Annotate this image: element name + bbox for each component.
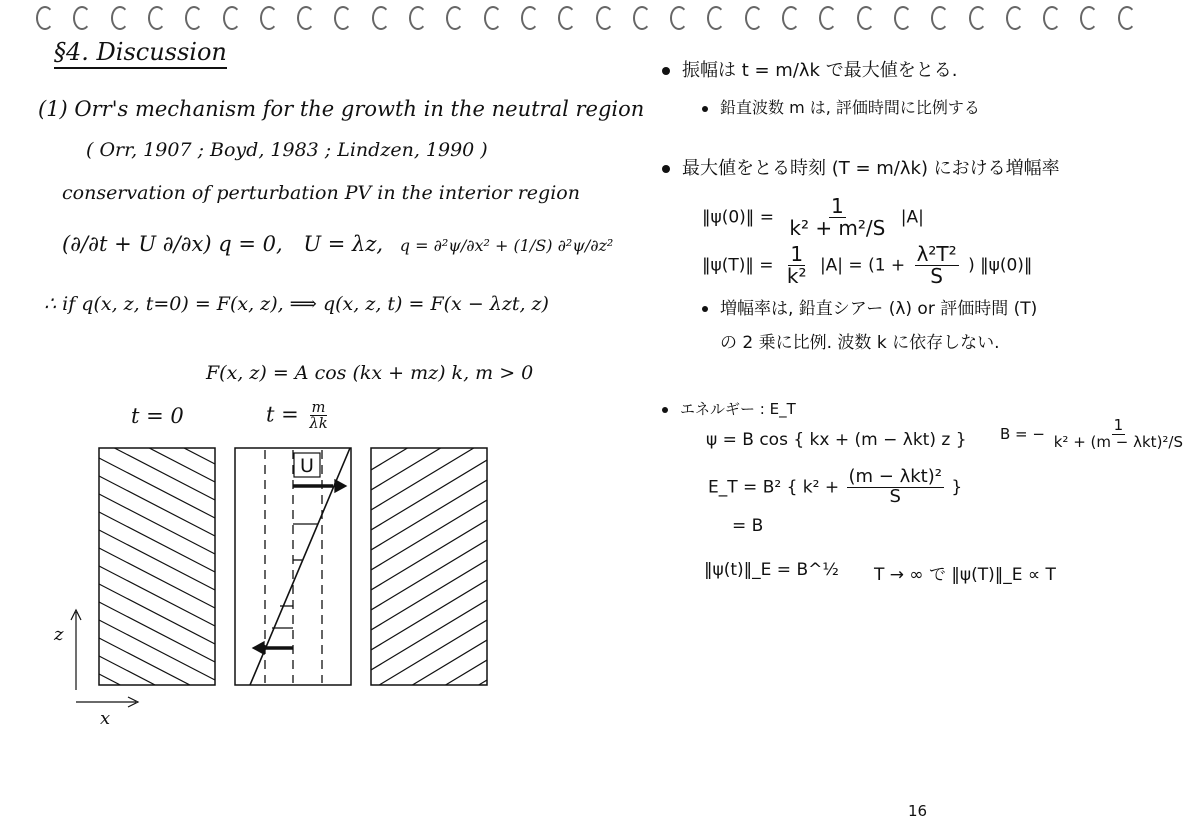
- panel-t-max-phase-lines: [371, 400, 487, 750]
- axis-x-label: x: [100, 708, 111, 729]
- binder-ring: [633, 6, 651, 30]
- binder-ring: [36, 6, 54, 30]
- eq-psiT-end: ) ‖ψ(0)‖: [968, 255, 1033, 276]
- eq-psi-def: ψ = B cos { kx + (m − λkt) z }: [706, 430, 967, 450]
- u-equation: U = λz,: [303, 232, 384, 256]
- label-t-prefix: t =: [266, 402, 299, 427]
- bullet-1-sub-text: 鉛直波数 m は, 評価時間に比例する: [720, 98, 980, 117]
- eq-energy-num: (m − λkt)²: [848, 466, 942, 487]
- eq-energy-den: S: [889, 485, 901, 507]
- eq-norm: ‖ψ(t)‖_E = B^½: [704, 560, 839, 580]
- label-t-zero: t = 0: [131, 404, 184, 428]
- binder-ring: [819, 6, 837, 30]
- eq-B-def: [1000, 418, 1187, 451]
- eq-B-num: 1: [1113, 416, 1124, 434]
- binder-ring: [223, 6, 241, 30]
- label-t-frac-den: λk: [309, 415, 328, 433]
- bullet-2-text: 最大値をとる時刻 (T = m/λk) における増幅率: [682, 158, 1060, 179]
- eq-energy-frac: [847, 468, 944, 507]
- bullet-2: [662, 154, 1060, 180]
- binder-ring: [185, 6, 203, 30]
- eq-psiT-lhs: ‖ψ(T)‖ =: [702, 255, 774, 276]
- item1-heading: (1) Orr's mechanism for the growth in the neutral region: [38, 97, 645, 121]
- binder-ring: [260, 6, 278, 30]
- references: ( Orr, 1907 ; Boyd, 1983 ; Lindzen, 1990 ): [86, 139, 488, 161]
- binder-ring: [857, 6, 875, 30]
- f-definition: F(x, z) = A cos (kx + mz) k, m > 0: [206, 362, 534, 384]
- eq-psi0: [702, 196, 924, 239]
- binder-ring: [521, 6, 539, 30]
- q-definition: q = ∂²ψ/∂x² + (1/S) ∂²ψ/∂z²: [399, 236, 614, 255]
- bullet-2-sub-line2: の 2 乗に比例. 波数 k に依存しない.: [720, 333, 1000, 353]
- label-t-frac-num: m: [311, 399, 326, 416]
- eq-energy-end: }: [951, 477, 963, 498]
- label-t-max: [266, 400, 332, 432]
- eq-psiT-frac1-num: 1: [790, 242, 804, 266]
- binder-ring: [969, 6, 987, 30]
- binder-ring: [670, 6, 688, 30]
- binder-ring: [73, 6, 91, 30]
- binder-ring: [558, 6, 576, 30]
- eq-B-den: k² + (m − λkt)²/S: [1053, 432, 1184, 451]
- binder-ring: [894, 6, 912, 30]
- orr-diagram: [50, 440, 510, 730]
- eq-psi0-lhs: ‖ψ(0)‖ =: [702, 207, 774, 228]
- section-title: §4. Discussion: [54, 38, 227, 69]
- eq-psiT-frac2-num: λ²T²: [916, 242, 957, 266]
- eq-psiT-frac2-den: S: [930, 264, 943, 288]
- eq-B-frac: [1052, 418, 1185, 451]
- binder-ring: [111, 6, 129, 30]
- eq-psiT-frac1-den: k²: [786, 264, 807, 288]
- eq-psiT-frac2: [915, 244, 959, 287]
- axis-z-label: z: [54, 624, 64, 645]
- binder-ring: [931, 6, 949, 30]
- page-number: 16: [908, 802, 928, 820]
- binder-ring: [782, 6, 800, 30]
- binder-rings: [0, 0, 1167, 34]
- binder-ring: [745, 6, 763, 30]
- pv-equation-lhs: (∂/∂t + U ∂/∂x) q = 0,: [62, 232, 283, 256]
- binder-ring: [1080, 6, 1098, 30]
- eq-psi0-den: k² + m²/S: [789, 216, 886, 240]
- eq-energy: [708, 468, 962, 507]
- eq-psi0-frac: [787, 196, 887, 239]
- eq-energy-lhs: E_T =: [708, 477, 758, 498]
- bullet-2-sub: [702, 294, 1037, 319]
- binder-ring: [446, 6, 464, 30]
- eq-limit: T → ∞ で ‖ψ(T)‖_E ∝ T: [874, 565, 1056, 585]
- u-label: U: [300, 455, 314, 477]
- binder-ring: [372, 6, 390, 30]
- binder-ring: [1006, 6, 1024, 30]
- bullet-1-sub: [702, 95, 980, 118]
- label-t-fraction: [307, 400, 329, 432]
- bullet-1: [662, 56, 957, 82]
- eq-psi0-rhs: |A|: [900, 207, 924, 228]
- pv-equation: [62, 232, 613, 256]
- eq-psiT: [702, 244, 1032, 287]
- binder-ring: [1118, 6, 1136, 30]
- bullet-1-text: 振幅は t = m/λk で最大値をとる.: [682, 60, 958, 81]
- binder-ring: [596, 6, 614, 30]
- conservation-text: conservation of perturbation PV in the interior region: [62, 182, 580, 204]
- bullet-3-text: エネルギー : E_T: [680, 400, 796, 418]
- binder-ring: [409, 6, 427, 30]
- panel-t-max: [371, 448, 487, 685]
- eq-psi0-num: 1: [831, 194, 844, 218]
- bullet-2-sub-line1: 増幅率は, 鉛直シアー (λ) or 評価時間 (T): [720, 299, 1038, 319]
- binder-ring: [707, 6, 725, 30]
- binder-ring: [297, 6, 315, 30]
- eq-energy-mid: B² { k² +: [762, 477, 840, 498]
- bullet-3: [662, 398, 796, 419]
- eq-psiT-mid: |A| = (1 +: [819, 255, 906, 276]
- eq-psiT-frac1: [785, 244, 809, 287]
- eq-energy-line2: = B: [732, 516, 764, 536]
- eq-B-lhs: B = −: [1000, 424, 1045, 443]
- binder-ring: [334, 6, 352, 30]
- therefore-line: ∴ if q(x, z, t=0) = F(x, z), ⟹ q(x, z, t) = F(x − λzt, z): [44, 293, 549, 315]
- binder-ring: [484, 6, 502, 30]
- binder-ring: [148, 6, 166, 30]
- binder-ring: [1043, 6, 1061, 30]
